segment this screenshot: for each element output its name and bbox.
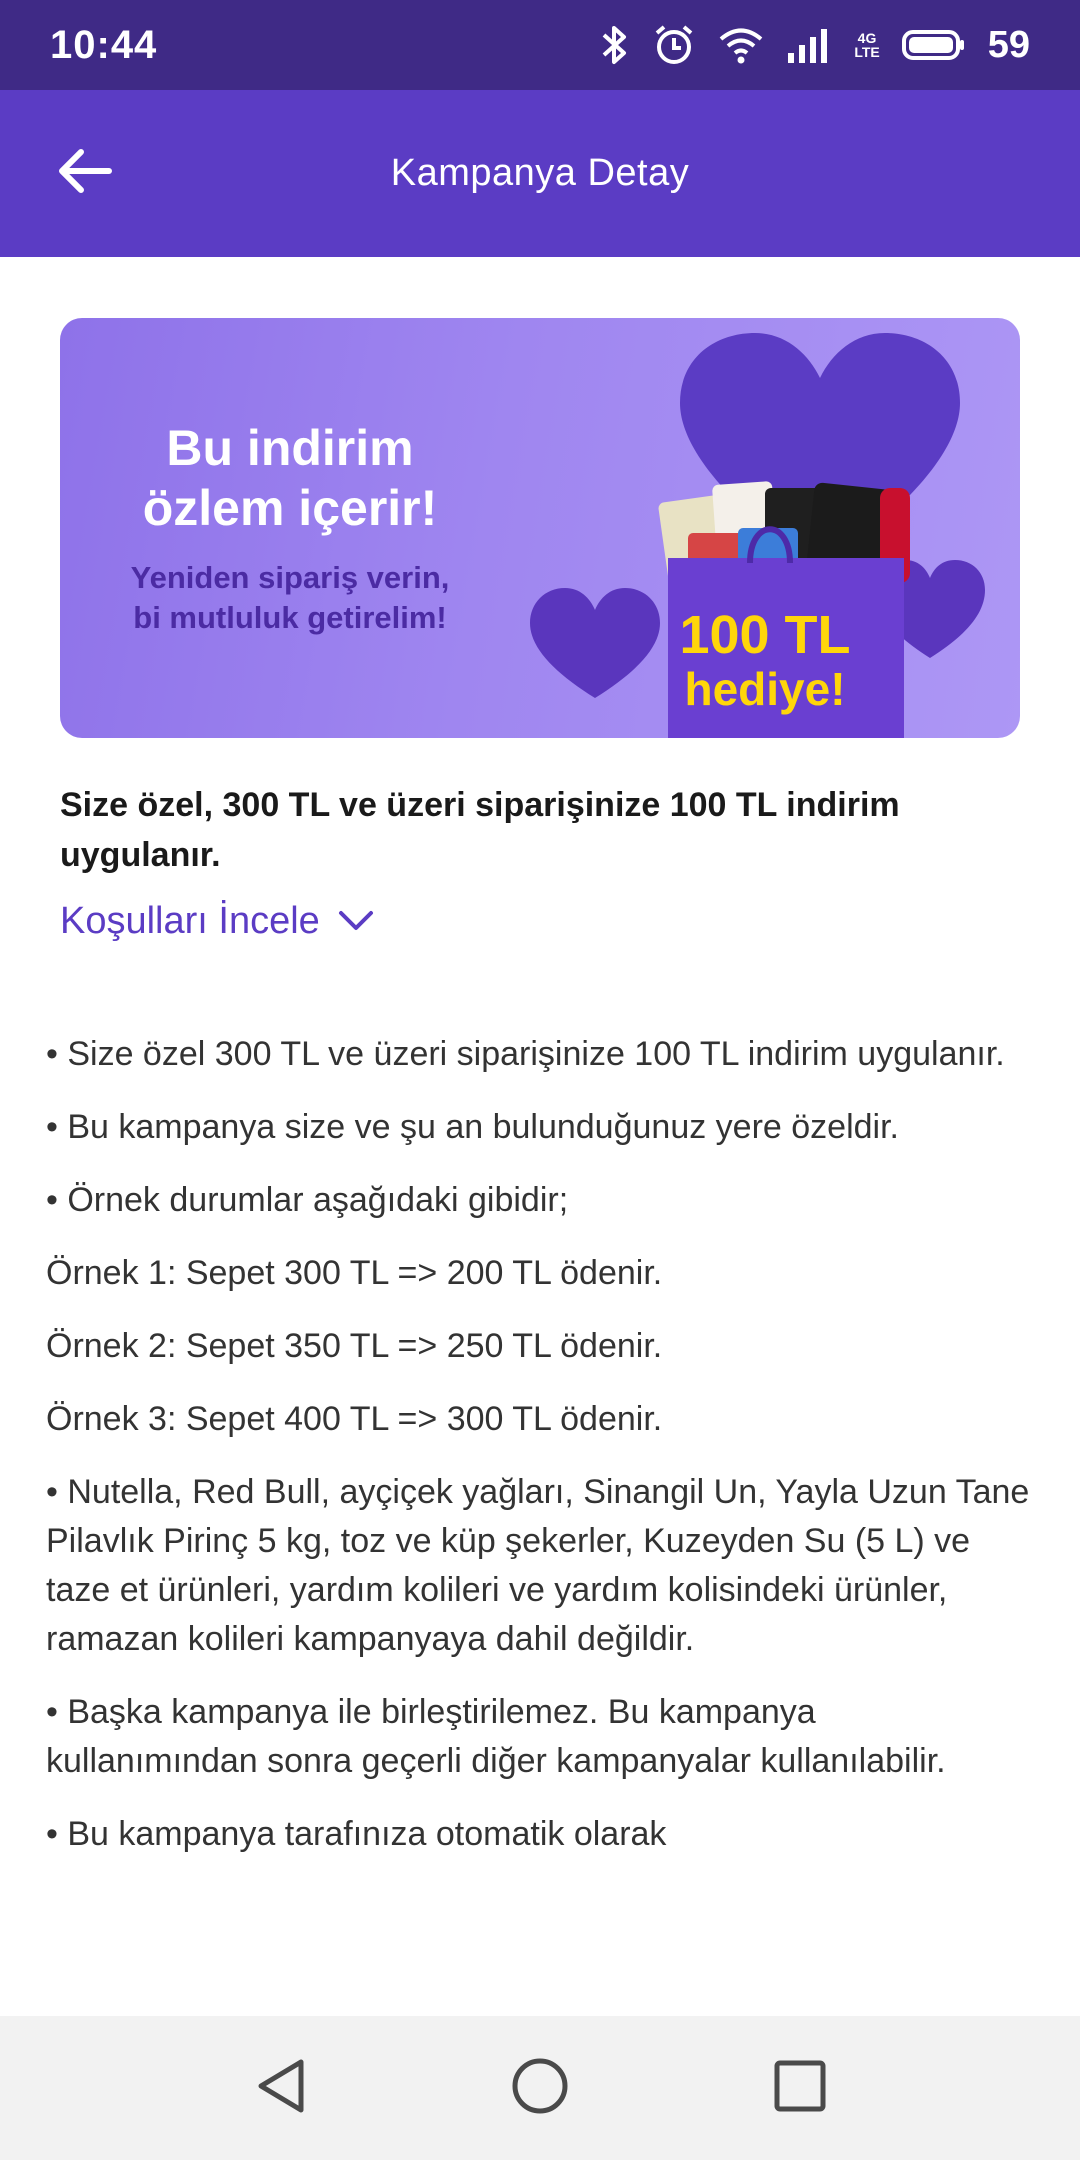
nav-recents-button[interactable] bbox=[760, 2048, 840, 2128]
battery-icon bbox=[902, 29, 966, 61]
conditions-toggle-button[interactable] bbox=[60, 900, 374, 943]
condition-example: Örnek 3: Sepet 400 TL => 300 TL ödenir. bbox=[46, 1400, 663, 1438]
conditions-list bbox=[46, 1030, 1036, 1883]
banner-heading: Bu indirim özlem içerir! bbox=[142, 420, 438, 536]
condition-item: • Size özel 300 TL ve üzeri siparişinize 100 TL indirim uygulanır. bbox=[46, 1035, 1005, 1073]
condition-example: Örnek 1: Sepet 300 TL => 200 TL ödenir. bbox=[46, 1254, 663, 1292]
status-icons bbox=[600, 23, 1030, 67]
recents-square-icon bbox=[773, 2059, 827, 2118]
arrow-left-icon bbox=[57, 147, 113, 200]
bluetooth-icon bbox=[600, 25, 630, 65]
gift-label bbox=[650, 605, 880, 716]
back-button[interactable] bbox=[50, 139, 120, 209]
condition-item: • Nutella, Red Bull, ayçiçek yağları, Sinangil Un, Yayla Uzun Tane Pilavlık Pirinç 5 kg, toz ve küp şekerler, Kuzeyden Su (5 L) ve taze et ürünleri, yardım kolileri ve yardım kolisindeki ürünler, ramazan kolileri kampanyaya dahil değildir. bbox=[46, 1473, 1030, 1658]
network-type: 4G LTE bbox=[854, 30, 880, 60]
chevron-down-icon bbox=[338, 900, 374, 943]
status-time: 10:44 bbox=[50, 22, 158, 67]
gift-amount: 100 TL bbox=[679, 605, 851, 665]
status-bar bbox=[0, 0, 1080, 90]
nav-back-button[interactable] bbox=[240, 2048, 320, 2128]
gift-word: hediye! bbox=[684, 663, 846, 715]
app-bar bbox=[0, 90, 1080, 257]
conditions-toggle-label: Koşulları İncele bbox=[60, 900, 320, 942]
condition-item: • Bu kampanya tarafınıza otomatik olarak bbox=[46, 1815, 667, 1853]
home-circle-icon bbox=[510, 2056, 570, 2121]
condition-item: • Bu kampanya size ve şu an bulunduğunuz yere özeldir. bbox=[46, 1108, 899, 1146]
heart-icon bbox=[530, 588, 660, 698]
page-title: Kampanya Detay bbox=[390, 152, 690, 194]
condition-item: • Örnek durumlar aşağıdaki gibidir; bbox=[46, 1181, 569, 1219]
battery-level: 59 bbox=[987, 23, 1030, 66]
back-triangle-icon bbox=[253, 2056, 307, 2121]
campaign-summary: Size özel, 300 TL ve üzeri siparişinize 100 TL indirim uygulanır. bbox=[60, 786, 900, 874]
condition-example: Örnek 2: Sepet 350 TL => 250 TL ödenir. bbox=[46, 1327, 663, 1365]
wifi-icon bbox=[718, 25, 764, 65]
alarm-icon bbox=[652, 23, 696, 67]
banner-text bbox=[120, 418, 460, 638]
banner-subheading: Yeniden sipariş verin, bi mutluluk getirelim! bbox=[130, 560, 450, 635]
system-nav-bar bbox=[0, 2016, 1080, 2160]
nav-home-button[interactable] bbox=[500, 2048, 580, 2128]
condition-item: • Başka kampanya ile birleştirilemez. Bu kampanya kullanımından sonra geçerli diğer kampanyalar kullanılabilir. bbox=[46, 1693, 946, 1780]
campaign-banner bbox=[60, 318, 1020, 738]
signal-icon bbox=[786, 27, 832, 63]
